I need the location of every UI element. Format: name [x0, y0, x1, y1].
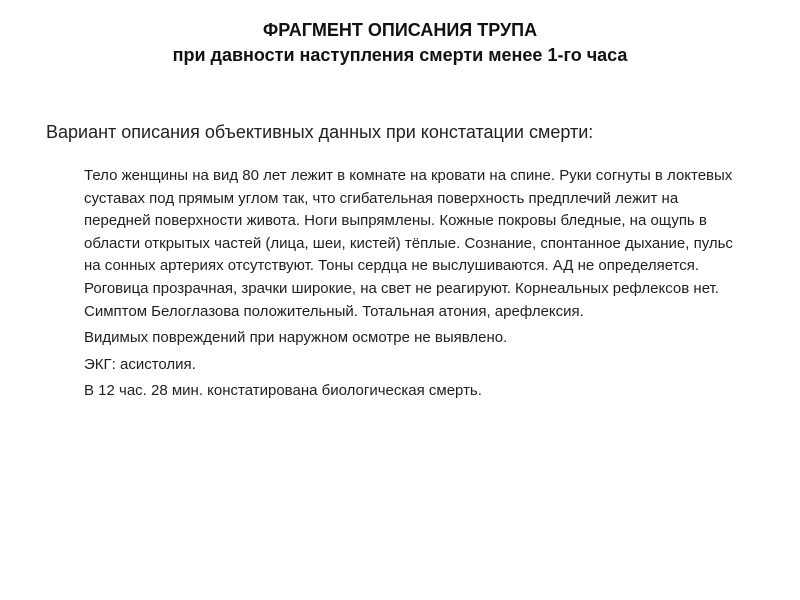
title-line-2: при давности наступления смерти менее 1-го часа	[172, 45, 628, 65]
description-body	[84, 165, 744, 403]
paragraph-ecg: ЭКГ: асистолия.	[84, 355, 196, 373]
section-subheading: Вариант описания объективных данных при констатации смерти:	[46, 122, 594, 142]
title-line-1: ФРАГМЕНТ ОПИСАНИЯ ТРУПА	[262, 20, 538, 40]
paragraph-examination: Тело женщины на вид 80 лет лежит в комнате на кровати на спине. Руки согнуты в локтевых суставах под прямым углом так, что сгибательная поверхность предплечий лежит на передней поверхности живота. Ноги выпрямлены. Кожные покровы бледные, на ощупь в области открытых частей (лица, шеи, кистей) тёплые. Сознание, спонтанное дыхание, пульс на сонных артериях отсутствуют. Тоны сердца не выслушиваются. АД не определяется. Роговица прозрачная, зрачки широкие, на свет не реагируют. Корнеальных рефлексов нет. Симптом Белоглазова положительный. Тотальная атония, арефлексия.	[84, 167, 733, 320]
paragraph-injuries: Видимых повреждений при наружном осмотре не выявлено.	[84, 329, 508, 347]
paragraph-death-time: В 12 час. 28 мин. констатирована биологическая смерть.	[84, 382, 482, 400]
slide-title	[0, 18, 800, 68]
